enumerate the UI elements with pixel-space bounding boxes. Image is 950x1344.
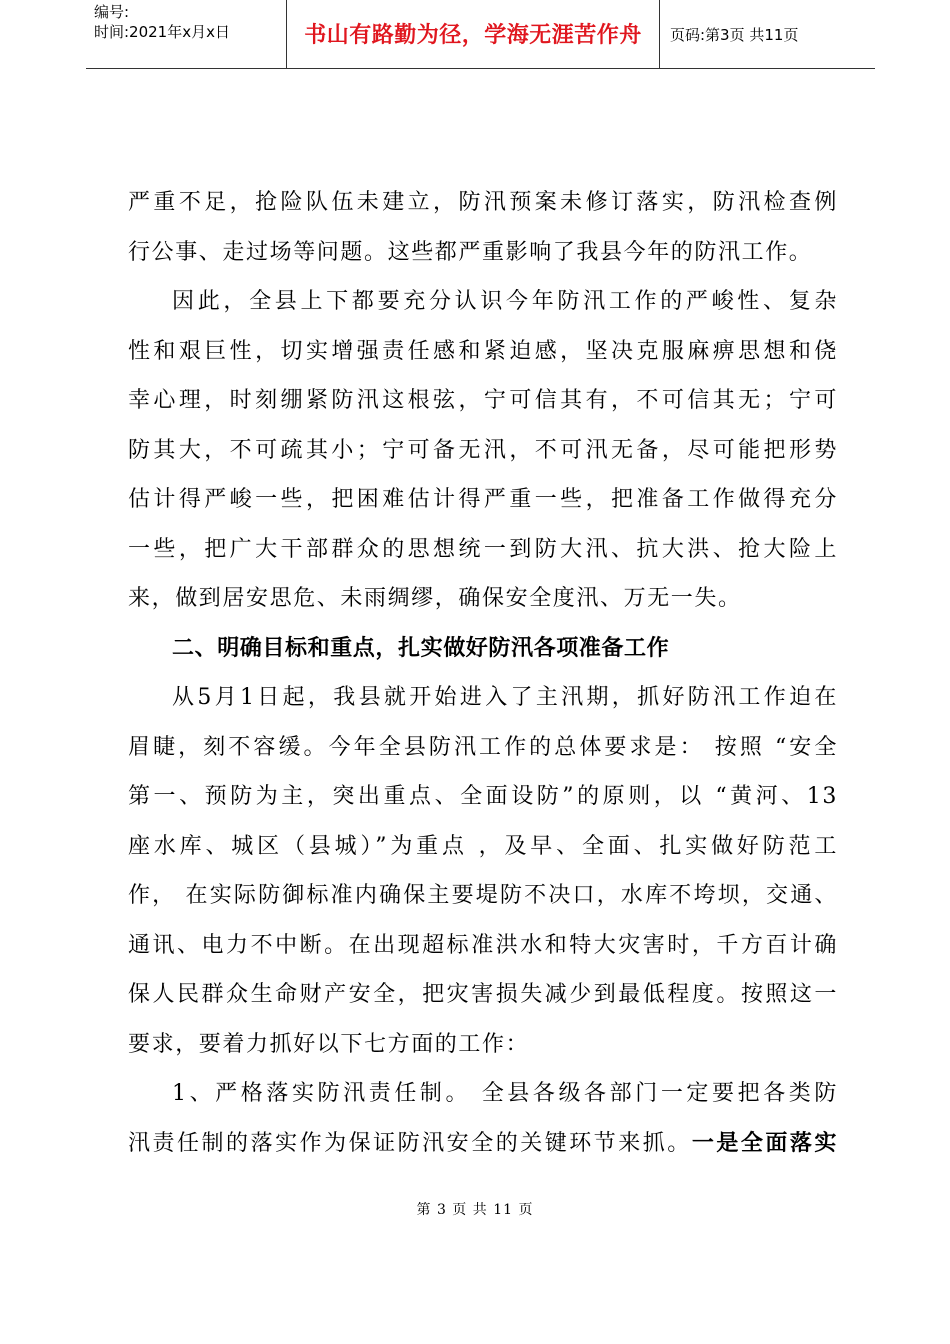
body-line: 作， 在实际防御标准内确保主要堤防不决口，水库不垮坝，交通、 xyxy=(128,883,838,908)
page-footer: 第 3 页 共 11 页 xyxy=(416,1202,534,1218)
document-number-label: 编号: xyxy=(94,3,130,21)
body-line: 性和艰巨性，切实增强责任感和紧迫感，坚决克服麻痹思想和侥 xyxy=(128,338,838,364)
body-line: 严重不足，抢险队伍未建立，防汛预案未修订落实，防汛检查例 xyxy=(128,190,838,215)
header-motto-cell xyxy=(286,0,660,68)
page-header xyxy=(86,0,875,69)
bold-emphasis: 一是全面落实 xyxy=(691,1130,838,1156)
document-body xyxy=(128,178,838,1168)
body-line: 从5月1日起，我县就开始进入了主汛期，抓好防汛工作迫在 xyxy=(172,685,838,710)
body-line: 估计得严峻一些，把困难估计得严重一些，把准备工作做得充分 xyxy=(128,487,838,512)
header-page-cell xyxy=(660,0,875,68)
body-line: 1、严格落实防汛责任制。 全县各级各部门一定要把各类防 xyxy=(172,1081,838,1106)
body-line: 要求，要着力抓好以下七方面的工作： xyxy=(128,1031,530,1057)
body-line: 通讯、电力不中断。在出现超标准洪水和特大灾害时，千方百计确 xyxy=(128,932,838,958)
body-line: 保人民群众生命财产安全，把灾害损失减少到最低程度。按照这一 xyxy=(128,982,838,1007)
body-line-text: 汛责任制的落实作为保证防汛安全的关键环节来抓。 xyxy=(128,1130,692,1156)
body-line: 因此，全县上下都要充分认识今年防汛工作的严峻性、复杂 xyxy=(172,289,838,314)
body-line: 第一、预防为主，突出重点、全面设防”的原则，以 “黄河、13 xyxy=(128,784,838,809)
header-motto: 书山有路勤为径，学海无涯苦作舟 xyxy=(304,22,642,48)
body-line: 幸心理，时刻绷紧防汛这根弦，宁可信其有，不可信其无；宁可 xyxy=(128,388,838,413)
header-meta-cell xyxy=(86,0,286,68)
body-line: 座水库、城区（县城）”为重点 ，及早、全面、扎实做好防范工 xyxy=(128,833,838,859)
body-line: 来，做到居安思危、未雨绸缪，确保安全度汛、万无一失。 xyxy=(128,586,742,611)
body-line: 眉睫，刻不容缓。今年全县防汛工作的总体要求是： 按照 “安全 xyxy=(128,734,838,760)
body-line: 防其大，不可疏其小；宁可备无汛，不可汛无备，尽可能把形势 xyxy=(128,437,838,463)
section-heading: 二、明确目标和重点，扎实做好防汛各项准备工作 xyxy=(172,635,670,661)
body-line-with-bold xyxy=(128,1119,838,1169)
body-line: 行公事、走过场等问题。这些都严重影响了我县今年的防汛工作。 xyxy=(128,239,813,265)
document-date-label: 时间:2021年x月x日 xyxy=(94,23,230,41)
header-page-info: 页码:第3页 共11页 xyxy=(670,26,799,44)
body-line: 一些，把广大干部群众的思想统一到防大汛、抗大洪、抢大险上 xyxy=(128,536,838,562)
